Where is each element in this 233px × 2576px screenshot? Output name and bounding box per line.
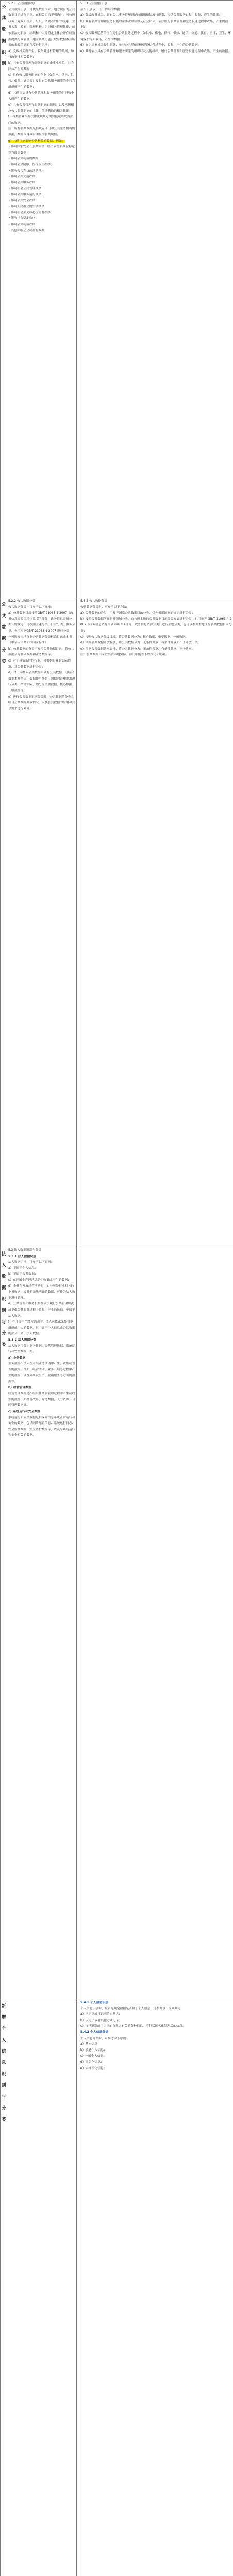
- text-line: c）一般个人信息；: [80, 2055, 107, 2058]
- text-line: a）业务数据: [8, 1356, 26, 1360]
- section-title: 新 增 个 人 信 息 识 别 与 分 类: [1, 1999, 7, 2576]
- text-line: e）其他依法具有公共管理和服务职能的组织以及其他组织，履行公共管理和服务职能过程中收集、产生的数据。: [80, 49, 231, 53]
- original-text-cell: [7, 1, 77, 598]
- revised-text-cell: [79, 1247, 233, 1999]
- text-line: b）经营管理数据: [8, 1386, 32, 1389]
- text-line: • 影响社会主义核心价值观秩序；: [8, 211, 54, 214]
- text-line: • 影响人民群众的生活秩序；: [8, 205, 48, 209]
- text-line: 5.2.2 公共数据分类: [8, 600, 36, 603]
- text-line: e）进行公共数据识别分类时，公共数据的分类宜结合公共数据开放情况，以及公共数据的应用和共享需求进行划分。: [8, 695, 75, 710]
- section-title: 公 共 数 据 识 别: [1, 1, 7, 598]
- text-line: 公共数据分类时，可参考以下方法：: [80, 605, 129, 609]
- text-line: 5.3.1 法人数据识别: [8, 1255, 37, 1258]
- revised-text-cell: [79, 1, 233, 598]
- text-line: • 影响公共利益的活动秩序；: [8, 169, 48, 173]
- text-line: d）匿名化信息；: [80, 2060, 104, 2064]
- text-line: e）去标识化信息；: [80, 2066, 107, 2070]
- text-line: a）党政机关所产生、收集并进行管理的数据，如行政审批相关数据；: [8, 49, 74, 59]
- text-line: • 影响社会稳定秩序；: [8, 217, 39, 221]
- text-line: a）公共数据的分类，可参考国家公共数据目录分类，优先根据国家的规定进行分类；: [80, 612, 195, 615]
- text-line: 法人数据可分为业务数据、经营管理数据、系统运行和安全数据三类。: [8, 1344, 75, 1354]
- text-line: 法人数据识别，可参考以下原则：: [8, 1261, 54, 1264]
- text-line: 5.4.1 个人信息识别: [80, 2001, 109, 2004]
- revised-text-cell: [79, 1999, 233, 2576]
- text-line: a）各级政务机关、具有公共事务管理职能的组织依法履行职责、提供公共服务过程中收集、产生的数据；: [80, 14, 222, 18]
- section-title: 公 共 数 据 分 类: [1, 598, 7, 1247]
- text-line: b）敏感个人信息；: [80, 2048, 107, 2052]
- text-line: a）不属于个人信息；: [8, 1266, 38, 1270]
- original-text-cell: [7, 1999, 77, 2576]
- text-line: • 影响公共安全秩序；: [8, 199, 39, 202]
- comparison-row: [1, 1999, 233, 2576]
- text-line: e）依据公共数据共享属性，将公共数据分为：无条件共享、有条件共享、不予共享。: [80, 647, 195, 651]
- text-line: d）其他依法具有公共管理和服务职能的组织和个人所产生的数据。: [8, 91, 74, 101]
- text-line: c）公共服务运营单位在提供公共服务过程中（如供水、供电、供气、供热、通信、交通、教育、医疗、卫生、环境保护等）收集、产生的数据；: [80, 31, 231, 41]
- text-line: 个人信息分类时，可参考以下原则：: [80, 2037, 129, 2040]
- revised-text-cell: [79, 598, 233, 1247]
- text-line: • 影响公共交通秩序；: [8, 175, 39, 179]
- original-text-cell: [7, 598, 77, 1247]
- text-line: c）与已识别或可识别的自然人有关的各种信息，不包括匿名化处理后的信息。: [80, 2025, 186, 2028]
- text-line: • 影响公共服务运行秩序；: [8, 193, 45, 196]
- text-line: 应当识别以下任一情形的数据：: [80, 8, 123, 11]
- text-line: f）各类企业根据法律法规规定需要报送给政府部门的数据。: [8, 115, 73, 125]
- text-line: • 影响社会公共管理秩序；: [8, 187, 45, 191]
- text-line: 5.2.1 公共数据识别: [8, 2, 36, 5]
- text-line: 系统运行和安全数据是指保障信息系统正常运行和安全的数据，包括网络配置信息、系统运行日志、安全监测数据、安全防护数据等，以及与系统运行和安全相关的数据。: [8, 1416, 75, 1437]
- comparison-row: [1, 1247, 233, 1999]
- text-line: b）具有公共管理和服务职能的企事业单位、社会团体产生的数据；: [8, 61, 74, 71]
- text-line: b）以电子或者其他方式记录；: [80, 2019, 122, 2022]
- text-line: g）其他可能影响公共利益的数据，例如：: [8, 139, 65, 143]
- text-line: • 影响国家安全、公共安全、经济安全和社会稳定等方面的数据；: [8, 145, 75, 155]
- text-line: b）按照公共数据所属行业领域分类，宜按照本地的公共数据目录分类方式进行分类，也可参考 GB/T 21063.4-2007《政务信息资源目录体系 第4部分：政务信息资源分类》进行主题分类，也可以参考本地区的公共数据目录分类；: [80, 617, 232, 633]
- comparison-row: [1, 1, 233, 598]
- text-line: • 影响公共利益秩序；: [8, 223, 39, 226]
- text-line: 注：公共数据目录宜结合本地实际、部门职能等予以细化和明确。: [80, 653, 169, 657]
- text-line: a）公共数据目录按照GB/T 21063.4-2007《政务信息资源目录体系 第4部分：政务信息资源分类》的规定，可按照主题分类、行业分类、服务分类，也可根据GB/T 21063.4-2007 进行分类，也可选择当地行业公共数据分类标准目录或本省《中华人民共和国国家标准》: [8, 612, 75, 645]
- text-line: 公共数据分类，可参考以下标准：: [8, 605, 54, 609]
- text-line: a）已识别或可识别的自然人；: [80, 2013, 122, 2016]
- text-line: 5.3.1 公共数据识别: [80, 2, 108, 5]
- text-line: c）在开展生产经营活动中收集或产生的数据；: [8, 1278, 71, 1282]
- text-line: • 影响公众健康、医疗卫生秩序；: [8, 163, 54, 167]
- text-line: e）公共管理和服务机构在依法履行公共管理职责或提供公共服务过程中收集、产生的数据，不属于法人数据。: [8, 1302, 75, 1318]
- text-line: 个人信息识别时，应首先判定数据是否属于个人信息，可参考以下原则判定：: [80, 2007, 184, 2010]
- text-line: e）具有公共管理和服务职能的组织，以及承担相应公共服务职能的主体，依法获取的相关数据；: [8, 104, 74, 113]
- text-line: c）系统运行和安全数据: [8, 1410, 41, 1414]
- text-line: 经营管理数据是指组织在经营管理过程中产生或收集的数据，如经营战略、财务数据、人力资源、合同管理数据等。: [8, 1392, 75, 1408]
- text-line: 5.3 法人数据识别与分类: [8, 1249, 42, 1252]
- text-line: 公共数据识别，可优先按照国家、地方现有的公共数据目录进行识别，在相关目录不明确时，可按照政务（党政）机关、组织、消费者的行为关系、业务关系、政府、管理机构、组织相关管理数据，或依据法定职责、组织和个人等特定主体公开在线数据提供行政管理、建立系统可能获取与数据本身所需的来源信息的角度进行识别：: [8, 8, 75, 47]
- text-line: a）基本信息；: [80, 2043, 101, 2046]
- text-line: 5.3.2 法人数据分类: [8, 1338, 37, 1342]
- text-line: c）按照公共数据分级目录，将公共数据分为：核心数据、重要数据、一般数据。: [80, 635, 189, 639]
- text-line: b）不属于公共数据；: [8, 1273, 38, 1276]
- text-line: d）企业在开展经营活动时，如与所处行业相关的业务数据，或其他无法明确的数据，可作为法人数据进行管理。: [8, 1284, 75, 1300]
- text-line: 注：所称公共数据是指政府部门和公共服务机构的数据，数据本身具有明显的公共属性。: [8, 127, 75, 137]
- text-line: b）具有公共管理和服务职能的企事业单位以及社会团体，依法履行公共管理和服务职能过程中收集、产生的数据；: [80, 20, 228, 29]
- text-line: 5.3.2 公共数据分类: [80, 600, 108, 603]
- text-line: d）依据公共数据开放程度，将公共数据分为：无条件开放、有条件开放和不予开放三类；: [80, 641, 201, 645]
- text-line: • 其他影响公众利益的数据。: [8, 229, 48, 232]
- text-line: 业务数据指法人在开展业务活动中产生、收集或管理的数据。例如：经营活动、业务开展等过程中产生的数据，涉及到研发生产、营销服务等方面的数据等。: [8, 1362, 75, 1384]
- text-line: c）对于具备条件的行业，可根据行业的实际情况，对公共数据进行分类；: [8, 659, 71, 669]
- comparison-row: [1, 598, 233, 1247]
- section-title: 法 人 数 据 识 别 与 分 类: [1, 1247, 7, 1999]
- text-line: d）对于未纳入公共数据目录的公共数据，可结合数据本身特点、数据使用场景、数据的管理要求进行分类，结合实际，划分为重要数据、核心数据、一般数据等。: [8, 671, 75, 692]
- text-line: c）具有公共服务职能的企业（如供水、供电、供气、供热、通信等）及具有公共服务职能的非营利组织所产生的数据；: [8, 74, 75, 89]
- text-line: • 影响公共利益的数据；: [8, 157, 42, 161]
- text-line: b）公共数据的分类可参考公共数据目录，将公共数据分为基础数据和业务数据等；: [8, 647, 74, 657]
- text-line: d）在为国家机关提供服务、参与公共基础设施建设运营过程中，收集、产生的公共数据；: [80, 44, 201, 47]
- text-line: 5.4.2 个人信息分类: [80, 2030, 109, 2034]
- text-line: f）在开展生产经营活动中，法人可依法采集其他组织或个人的数据，其中属于个人信息或公共数据的部分不属于法人数据。: [8, 1320, 75, 1336]
- original-text-cell: [7, 1247, 77, 1999]
- text-line: • 影响公共服务秩序；: [8, 181, 39, 184]
